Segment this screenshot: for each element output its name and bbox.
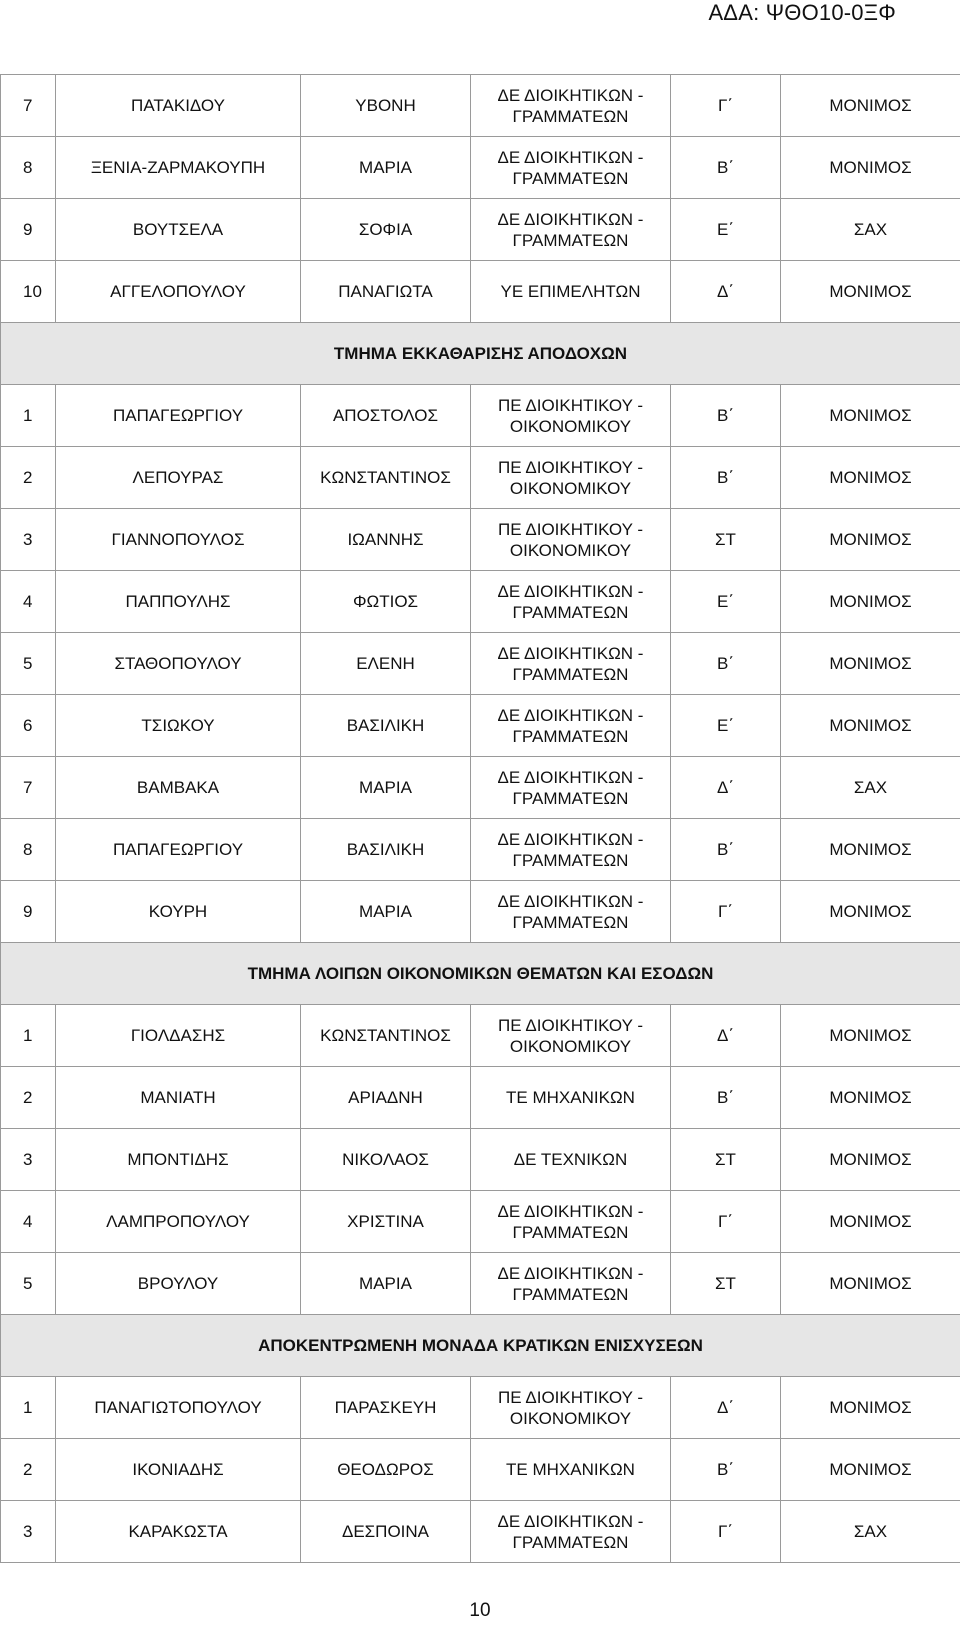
specialty-cell: ΔΕ ΤΕΧΝΙΚΩΝ bbox=[471, 1129, 671, 1191]
firstname-cell: ΒΑΣΙΛΙΚΗ bbox=[301, 695, 471, 757]
table-row bbox=[1, 261, 960, 323]
status-cell: ΜΟΝΙΜΟΣ bbox=[781, 1253, 960, 1315]
table-row bbox=[1, 819, 960, 881]
firstname-cell: ΜΑΡΙΑ bbox=[301, 881, 471, 943]
table-row bbox=[1, 1253, 960, 1315]
specialty-line-1: ΔΕ ΔΙΟΙΚΗΤΙΚΩΝ - bbox=[497, 209, 644, 229]
staff-table bbox=[0, 74, 960, 1563]
grade-cell: Β΄ bbox=[671, 633, 781, 695]
section-header-row bbox=[1, 323, 960, 385]
status-cell: ΜΟΝΙΜΟΣ bbox=[781, 819, 960, 881]
specialty-line-2: ΓΡΑΜΜΑΤΕΩΝ bbox=[512, 230, 629, 250]
specialty-line-1: ΔΕ ΔΙΟΙΚΗΤΙΚΩΝ - bbox=[497, 705, 644, 725]
table-row bbox=[1, 1377, 960, 1439]
table-row bbox=[1, 1129, 960, 1191]
specialty-cell bbox=[471, 633, 671, 695]
surname-cell: ΓΙΑΝΝΟΠΟΥΛΟΣ bbox=[56, 509, 301, 571]
specialty-cell bbox=[471, 1377, 671, 1439]
section-title: ΑΠΟΚΕΝΤΡΩΜΕΝΗ ΜΟΝΑΔΑ ΚΡΑΤΙΚΩΝ ΕΝΙΣΧΥΣΕΩΝ bbox=[1, 1315, 960, 1377]
specialty-line-2: ΓΡΑΜΜΑΤΕΩΝ bbox=[512, 168, 629, 188]
surname-cell: ΠΑΝΑΓΙΩΤΟΠΟΥΛΟΥ bbox=[56, 1377, 301, 1439]
specialty-line-1: ΠΕ ΔΙΟΙΚΗΤΙΚΟΥ - bbox=[497, 1387, 644, 1407]
status-cell: ΜΟΝΙΜΟΣ bbox=[781, 75, 960, 137]
specialty-line-1: ΔΕ ΔΙΟΙΚΗΤΙΚΩΝ - bbox=[497, 581, 644, 601]
firstname-cell: ΝΙΚΟΛΑΟΣ bbox=[301, 1129, 471, 1191]
grade-cell: Ε΄ bbox=[671, 199, 781, 261]
firstname-cell: ΙΩΑΝΝΗΣ bbox=[301, 509, 471, 571]
specialty-line-1: ΔΕ ΔΙΟΙΚΗΤΙΚΩΝ - bbox=[497, 147, 644, 167]
row-number: 5 bbox=[1, 1253, 56, 1315]
specialty-cell bbox=[471, 137, 671, 199]
table-row bbox=[1, 633, 960, 695]
row-number: 5 bbox=[1, 633, 56, 695]
status-cell: ΜΟΝΙΜΟΣ bbox=[781, 385, 960, 447]
row-number: 10 bbox=[1, 261, 56, 323]
specialty-line-1: ΔΕ ΔΙΟΙΚΗΤΙΚΩΝ - bbox=[497, 767, 644, 787]
specialty-cell bbox=[471, 447, 671, 509]
status-cell: ΜΟΝΙΜΟΣ bbox=[781, 881, 960, 943]
surname-cell: ΞΕΝΙΑ-ΖΑΡΜΑΚΟΥΠΗ bbox=[56, 137, 301, 199]
row-number: 6 bbox=[1, 695, 56, 757]
specialty-line-2: ΓΡΑΜΜΑΤΕΩΝ bbox=[512, 602, 629, 622]
specialty-line-2: ΟΙΚΟΝΟΜΙΚΟΥ bbox=[509, 416, 632, 436]
firstname-cell: ΥΒΟΝΗ bbox=[301, 75, 471, 137]
specialty-cell bbox=[471, 199, 671, 261]
row-number: 2 bbox=[1, 447, 56, 509]
status-cell: ΜΟΝΙΜΟΣ bbox=[781, 447, 960, 509]
specialty-cell: ΤΕ ΜΗΧΑΝΙΚΩΝ bbox=[471, 1439, 671, 1501]
status-cell: ΣΑΧ bbox=[781, 1501, 960, 1563]
grade-cell: Δ΄ bbox=[671, 757, 781, 819]
surname-cell: ΠΑΠΑΓΕΩΡΓΙΟΥ bbox=[56, 385, 301, 447]
specialty-line-1: ΠΕ ΔΙΟΙΚΗΤΙΚΟΥ - bbox=[497, 519, 644, 539]
surname-cell: ΛΕΠΟΥΡΑΣ bbox=[56, 447, 301, 509]
specialty-line-1: ΔΕ ΔΙΟΙΚΗΤΙΚΩΝ - bbox=[497, 891, 644, 911]
specialty-cell bbox=[471, 881, 671, 943]
specialty-cell bbox=[471, 695, 671, 757]
row-number: 4 bbox=[1, 571, 56, 633]
status-cell: ΜΟΝΙΜΟΣ bbox=[781, 571, 960, 633]
table-row bbox=[1, 695, 960, 757]
grade-cell: Β΄ bbox=[671, 385, 781, 447]
status-cell: ΜΟΝΙΜΟΣ bbox=[781, 1005, 960, 1067]
specialty-line-2: ΟΙΚΟΝΟΜΙΚΟΥ bbox=[509, 1036, 632, 1056]
grade-cell: Δ΄ bbox=[671, 1005, 781, 1067]
row-number: 4 bbox=[1, 1191, 56, 1253]
section-header-row bbox=[1, 1315, 960, 1377]
status-cell: ΜΟΝΙΜΟΣ bbox=[781, 1377, 960, 1439]
surname-cell: ΓΙΟΛΔΑΣΗΣ bbox=[56, 1005, 301, 1067]
specialty-line-2: ΓΡΑΜΜΑΤΕΩΝ bbox=[512, 106, 629, 126]
table-row bbox=[1, 881, 960, 943]
status-cell: ΣΑΧ bbox=[781, 757, 960, 819]
surname-cell: ΜΠΟΝΤΙΔΗΣ bbox=[56, 1129, 301, 1191]
surname-cell: ΚΟΥΡΗ bbox=[56, 881, 301, 943]
status-cell: ΜΟΝΙΜΟΣ bbox=[781, 261, 960, 323]
specialty-line-2: ΓΡΑΜΜΑΤΕΩΝ bbox=[512, 1222, 629, 1242]
surname-cell: ΠΑΠΑΓΕΩΡΓΙΟΥ bbox=[56, 819, 301, 881]
row-number: 8 bbox=[1, 819, 56, 881]
specialty-line-1: ΠΕ ΔΙΟΙΚΗΤΙΚΟΥ - bbox=[497, 395, 644, 415]
table-row bbox=[1, 199, 960, 261]
status-cell: ΣΑΧ bbox=[781, 199, 960, 261]
grade-cell: ΣΤ bbox=[671, 1129, 781, 1191]
firstname-cell: ΠΑΡΑΣΚΕΥΗ bbox=[301, 1377, 471, 1439]
specialty-cell bbox=[471, 1191, 671, 1253]
status-cell: ΜΟΝΙΜΟΣ bbox=[781, 1191, 960, 1253]
specialty-cell: ΤΕ ΜΗΧΑΝΙΚΩΝ bbox=[471, 1067, 671, 1129]
row-number: 3 bbox=[1, 1501, 56, 1563]
grade-cell: ΣΤ bbox=[671, 1253, 781, 1315]
table-row bbox=[1, 137, 960, 199]
grade-cell: Γ΄ bbox=[671, 75, 781, 137]
row-number: 2 bbox=[1, 1067, 56, 1129]
specialty-line-2: ΓΡΑΜΜΑΤΕΩΝ bbox=[512, 1284, 629, 1304]
specialty-line-2: ΟΙΚΟΝΟΜΙΚΟΥ bbox=[509, 1408, 632, 1428]
table-row bbox=[1, 571, 960, 633]
specialty-line-1: ΔΕ ΔΙΟΙΚΗΤΙΚΩΝ - bbox=[497, 1263, 644, 1283]
section-title: ΤΜΗΜΑ ΕΚΚΑΘΑΡΙΣΗΣ ΑΠΟΔΟΧΩΝ bbox=[1, 323, 960, 385]
grade-cell: Β΄ bbox=[671, 447, 781, 509]
grade-cell: Γ΄ bbox=[671, 1501, 781, 1563]
specialty-line-2: ΟΙΚΟΝΟΜΙΚΟΥ bbox=[509, 540, 632, 560]
grade-cell: Ε΄ bbox=[671, 695, 781, 757]
specialty-cell bbox=[471, 1253, 671, 1315]
firstname-cell: ΚΩΝΣΤΑΝΤΙΝΟΣ bbox=[301, 1005, 471, 1067]
status-cell: ΜΟΝΙΜΟΣ bbox=[781, 1129, 960, 1191]
firstname-cell: ΘΕΟΔΩΡΟΣ bbox=[301, 1439, 471, 1501]
specialty-line-1: ΔΕ ΔΙΟΙΚΗΤΙΚΩΝ - bbox=[497, 829, 644, 849]
row-number: 7 bbox=[1, 75, 56, 137]
specialty-line-2: ΓΡΑΜΜΑΤΕΩΝ bbox=[512, 726, 629, 746]
document-ada-code: ΑΔΑ: ΨΘΟ10-0ΞΦ bbox=[708, 0, 896, 25]
specialty-cell bbox=[471, 385, 671, 447]
grade-cell: Γ΄ bbox=[671, 881, 781, 943]
firstname-cell: ΠΑΝΑΓΙΩΤΑ bbox=[301, 261, 471, 323]
grade-cell: Γ΄ bbox=[671, 1191, 781, 1253]
specialty-cell bbox=[471, 757, 671, 819]
specialty-line-2: ΓΡΑΜΜΑΤΕΩΝ bbox=[512, 788, 629, 808]
grade-cell: Ε΄ bbox=[671, 571, 781, 633]
surname-cell: ΙΚΟΝΙΑΔΗΣ bbox=[56, 1439, 301, 1501]
specialty-cell bbox=[471, 1005, 671, 1067]
specialty-line-2: ΓΡΑΜΜΑΤΕΩΝ bbox=[512, 912, 629, 932]
table-row bbox=[1, 75, 960, 137]
specialty-line-1: ΠΕ ΔΙΟΙΚΗΤΙΚΟΥ - bbox=[497, 457, 644, 477]
firstname-cell: ΦΩΤΙΟΣ bbox=[301, 571, 471, 633]
specialty-line-1: ΠΕ ΔΙΟΙΚΗΤΙΚΟΥ - bbox=[497, 1015, 644, 1035]
status-cell: ΜΟΝΙΜΟΣ bbox=[781, 633, 960, 695]
row-number: 2 bbox=[1, 1439, 56, 1501]
status-cell: ΜΟΝΙΜΟΣ bbox=[781, 137, 960, 199]
firstname-cell: ΒΑΣΙΛΙΚΗ bbox=[301, 819, 471, 881]
firstname-cell: ΜΑΡΙΑ bbox=[301, 1253, 471, 1315]
section-header-row bbox=[1, 943, 960, 1005]
row-number: 1 bbox=[1, 1005, 56, 1067]
table-row bbox=[1, 1501, 960, 1563]
grade-cell: Β΄ bbox=[671, 1439, 781, 1501]
status-cell: ΜΟΝΙΜΟΣ bbox=[781, 1439, 960, 1501]
surname-cell: ΑΓΓΕΛΟΠΟΥΛΟΥ bbox=[56, 261, 301, 323]
specialty-line-1: ΔΕ ΔΙΟΙΚΗΤΙΚΩΝ - bbox=[497, 85, 644, 105]
page-number: 10 bbox=[469, 1600, 491, 1621]
surname-cell: ΒΡΟΥΛΟΥ bbox=[56, 1253, 301, 1315]
specialty-line-2: ΓΡΑΜΜΑΤΕΩΝ bbox=[512, 1532, 629, 1552]
firstname-cell: ΚΩΝΣΤΑΝΤΙΝΟΣ bbox=[301, 447, 471, 509]
specialty-line-2: ΓΡΑΜΜΑΤΕΩΝ bbox=[512, 850, 629, 870]
specialty-line-2: ΓΡΑΜΜΑΤΕΩΝ bbox=[512, 664, 629, 684]
specialty-line-2: ΟΙΚΟΝΟΜΙΚΟΥ bbox=[509, 478, 632, 498]
specialty-cell bbox=[471, 819, 671, 881]
table-row bbox=[1, 1067, 960, 1129]
row-number: 1 bbox=[1, 1377, 56, 1439]
surname-cell: ΤΣΙΩΚΟΥ bbox=[56, 695, 301, 757]
firstname-cell: ΑΠΟΣΤΟΛΟΣ bbox=[301, 385, 471, 447]
firstname-cell: ΧΡΙΣΤΙΝΑ bbox=[301, 1191, 471, 1253]
table-row bbox=[1, 757, 960, 819]
row-number: 1 bbox=[1, 385, 56, 447]
row-number: 9 bbox=[1, 199, 56, 261]
specialty-line-1: ΔΕ ΔΙΟΙΚΗΤΙΚΩΝ - bbox=[497, 1201, 644, 1221]
firstname-cell: ΕΛΕΝΗ bbox=[301, 633, 471, 695]
section-title: ΤΜΗΜΑ ΛΟΙΠΩΝ ΟΙΚΟΝΟΜΙΚΩΝ ΘΕΜΑΤΩΝ ΚΑΙ ΕΣΟΔΩΝ bbox=[1, 943, 960, 1005]
firstname-cell: ΣΟΦΙΑ bbox=[301, 199, 471, 261]
grade-cell: Β΄ bbox=[671, 1067, 781, 1129]
specialty-cell bbox=[471, 1501, 671, 1563]
firstname-cell: ΜΑΡΙΑ bbox=[301, 757, 471, 819]
row-number: 7 bbox=[1, 757, 56, 819]
surname-cell: ΠΑΠΠΟΥΛΗΣ bbox=[56, 571, 301, 633]
row-number: 3 bbox=[1, 509, 56, 571]
specialty-cell bbox=[471, 509, 671, 571]
surname-cell: ΒΑΜΒΑΚΑ bbox=[56, 757, 301, 819]
grade-cell: Δ΄ bbox=[671, 261, 781, 323]
table-row bbox=[1, 1005, 960, 1067]
table-row bbox=[1, 1191, 960, 1253]
row-number: 3 bbox=[1, 1129, 56, 1191]
surname-cell: ΠΑΤΑΚΙΔΟΥ bbox=[56, 75, 301, 137]
status-cell: ΜΟΝΙΜΟΣ bbox=[781, 509, 960, 571]
row-number: 8 bbox=[1, 137, 56, 199]
firstname-cell: ΜΑΡΙΑ bbox=[301, 137, 471, 199]
surname-cell: ΜΑΝΙΑΤΗ bbox=[56, 1067, 301, 1129]
specialty-line-1: ΔΕ ΔΙΟΙΚΗΤΙΚΩΝ - bbox=[497, 643, 644, 663]
table-row bbox=[1, 1439, 960, 1501]
grade-cell: Β΄ bbox=[671, 819, 781, 881]
grade-cell: Β΄ bbox=[671, 137, 781, 199]
table-row bbox=[1, 509, 960, 571]
specialty-cell bbox=[471, 75, 671, 137]
grade-cell: Δ΄ bbox=[671, 1377, 781, 1439]
surname-cell: ΚΑΡΑΚΩΣΤΑ bbox=[56, 1501, 301, 1563]
table-row bbox=[1, 385, 960, 447]
firstname-cell: ΑΡΙΑΔΝΗ bbox=[301, 1067, 471, 1129]
table-row bbox=[1, 447, 960, 509]
surname-cell: ΣΤΑΘΟΠΟΥΛΟΥ bbox=[56, 633, 301, 695]
row-number: 9 bbox=[1, 881, 56, 943]
status-cell: ΜΟΝΙΜΟΣ bbox=[781, 1067, 960, 1129]
specialty-line-1: ΔΕ ΔΙΟΙΚΗΤΙΚΩΝ - bbox=[497, 1511, 644, 1531]
surname-cell: ΒΟΥΤΣΕΛΑ bbox=[56, 199, 301, 261]
specialty-cell: ΥΕ ΕΠΙΜΕΛΗΤΩΝ bbox=[471, 261, 671, 323]
specialty-cell bbox=[471, 571, 671, 633]
firstname-cell: ΔΕΣΠΟΙΝΑ bbox=[301, 1501, 471, 1563]
status-cell: ΜΟΝΙΜΟΣ bbox=[781, 695, 960, 757]
surname-cell: ΛΑΜΠΡΟΠΟΥΛΟΥ bbox=[56, 1191, 301, 1253]
grade-cell: ΣΤ bbox=[671, 509, 781, 571]
